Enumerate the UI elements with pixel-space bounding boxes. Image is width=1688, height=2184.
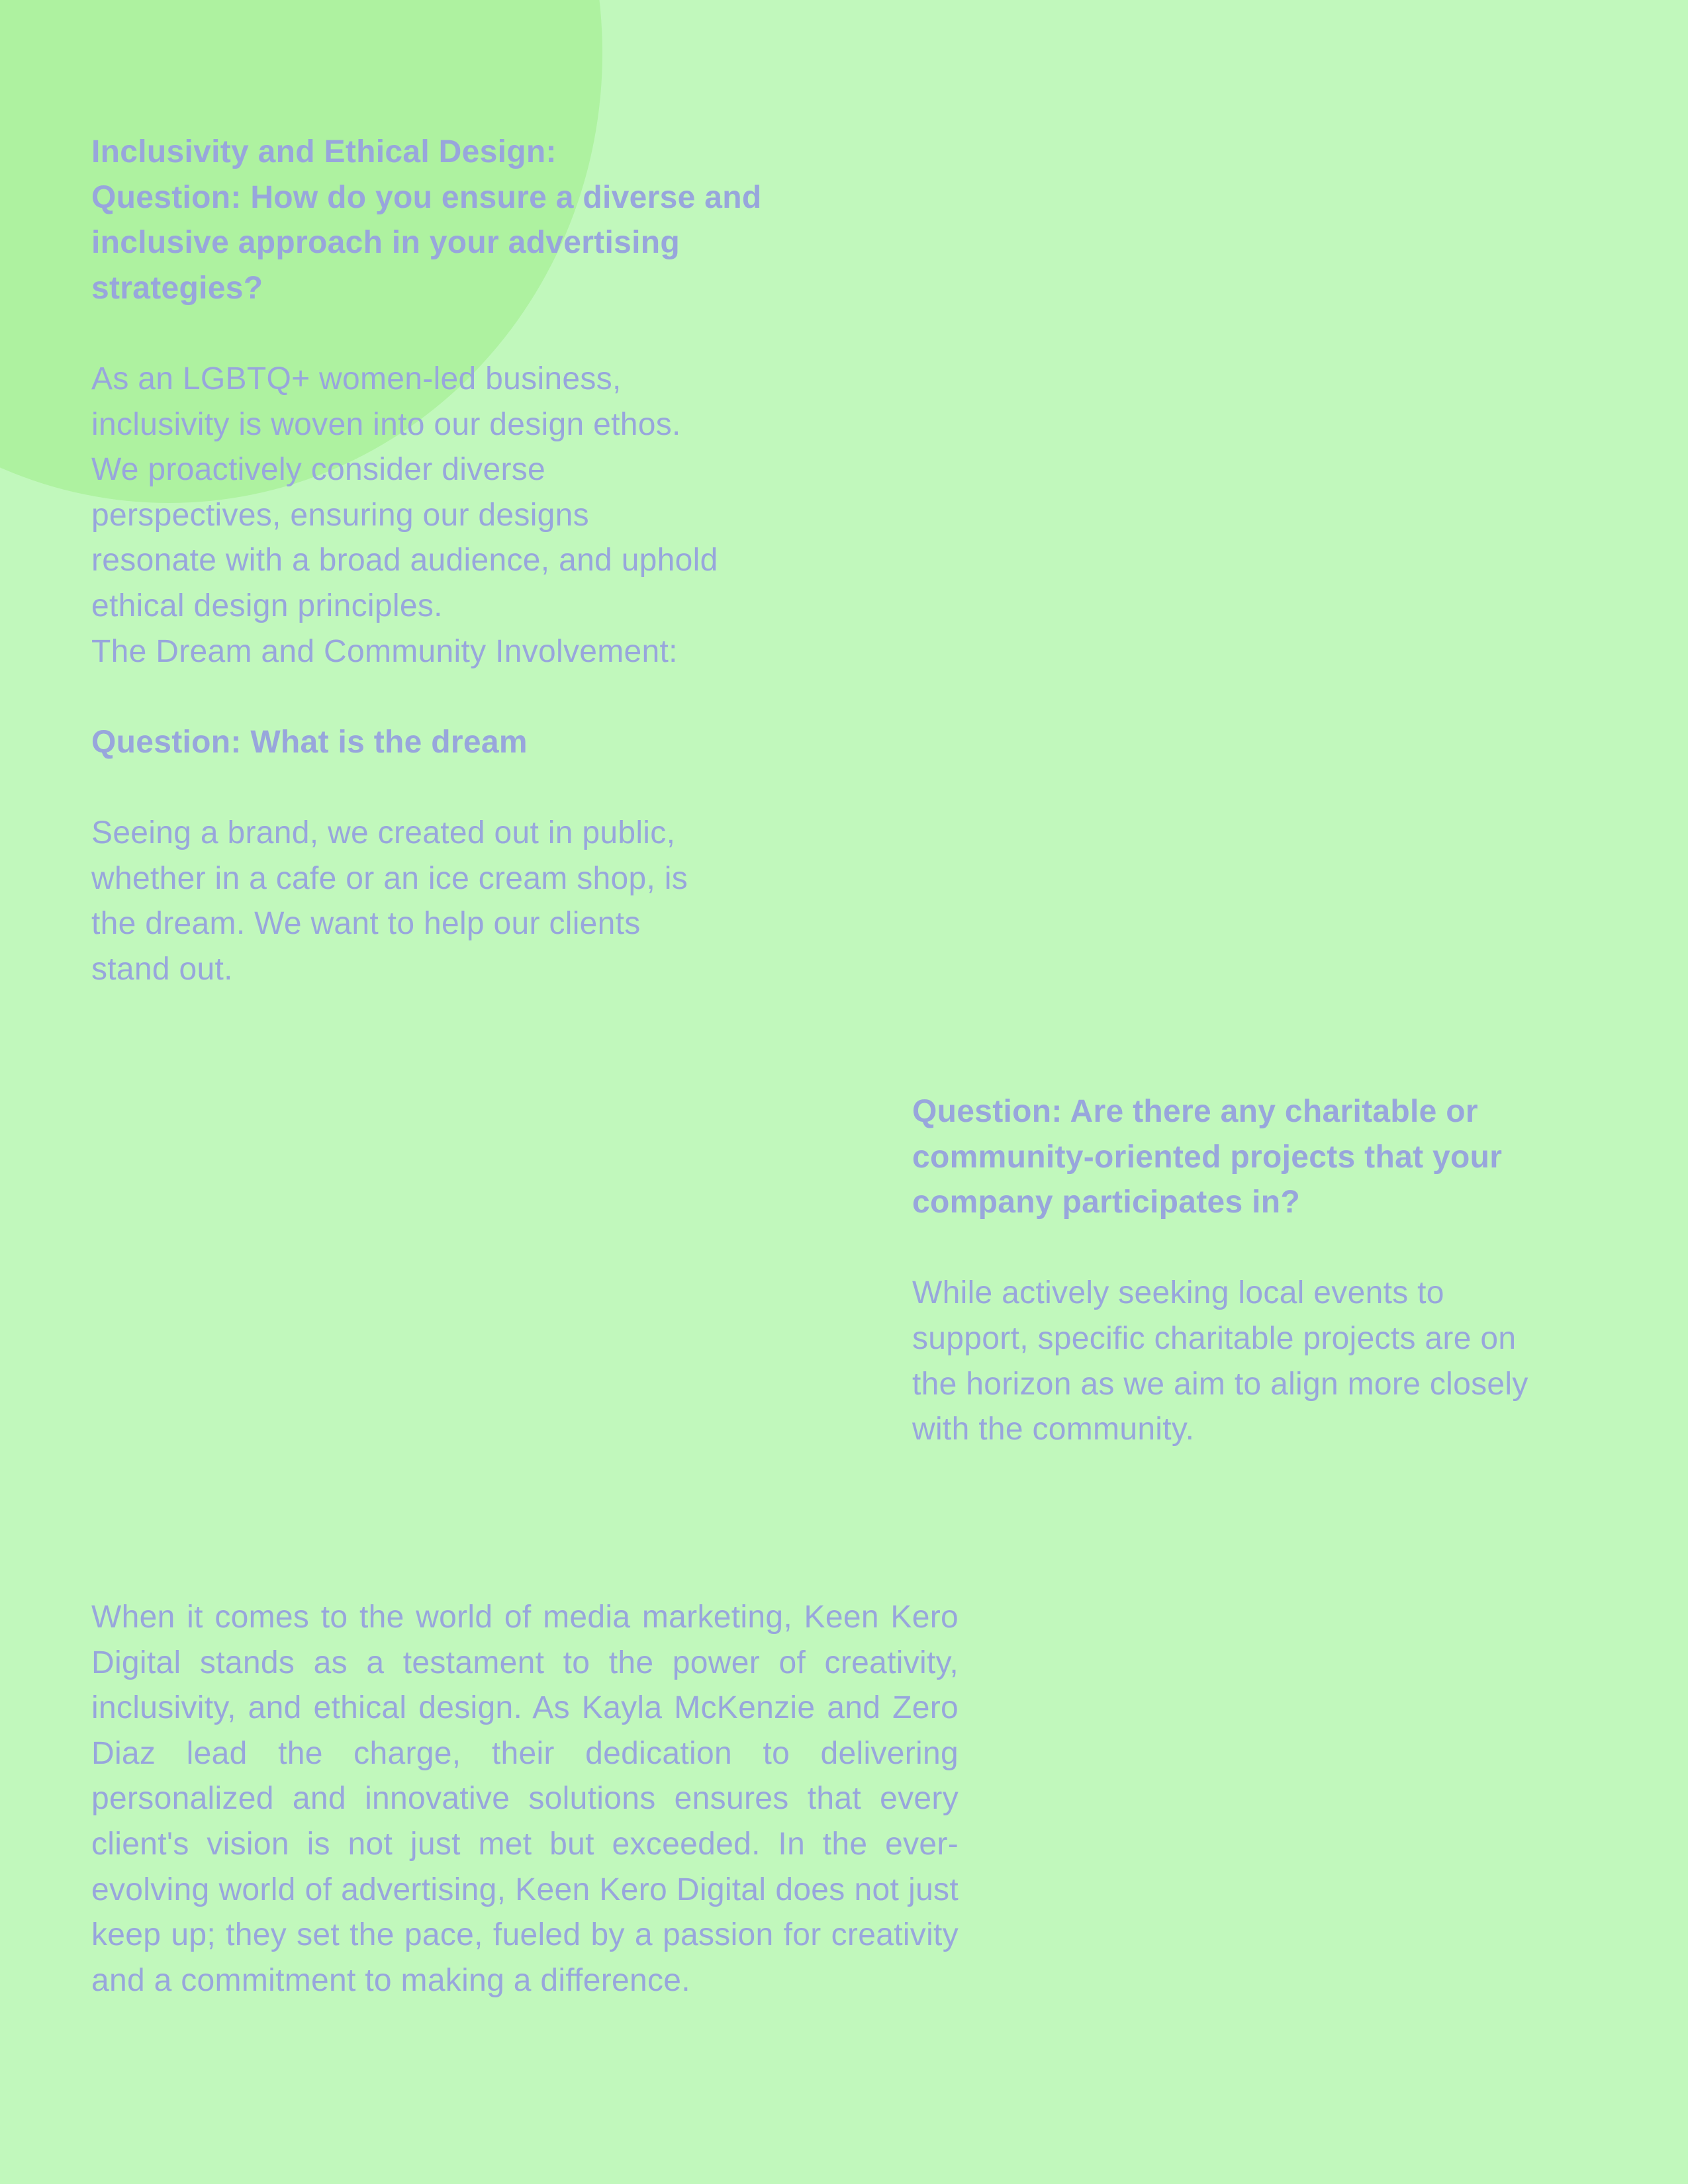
answer-dream: Seeing a brand, we created out in public, whether in a cafe or an ice cream shop, is the dream. We want to help our clients stand out. (91, 815, 688, 987)
inclusivity-section (91, 130, 793, 992)
spacer (91, 674, 793, 720)
conclusion-paragraph: When it comes to the world of media marketing, Keen Kero Digital stands as a testament to the power of creativity, inclusivity, and ethical design. As Kayla McKenzie and Zero Diaz lead the charge, their dedication to delivering personalized and innovative solutions ensures that every client's vision is not just met but exceeded. In the ever-evolving world of advertising, Keen Kero Digital does not just keep up; they set the pace, fueled by a passion for creativity and a commitment to making a difference. (91, 1600, 959, 1998)
section-subheading: The Dream and Community Involvement: (91, 633, 678, 669)
answer-inclusivity: As an LGBTQ+ women-led business, inclusivity is woven into our design ethos. We proactively consider diverse perspectives, ensuring our designs resonate with a broad audience, and uphold ethical design principles. (91, 361, 718, 623)
question-dream: Question: What is the dream (91, 724, 528, 760)
community-section (912, 1089, 1607, 1453)
spacer (912, 1226, 1607, 1271)
conclusion-section (91, 1595, 959, 2003)
spacer (91, 765, 793, 811)
section-heading: Inclusivity and Ethical Design: (91, 134, 557, 169)
spacer (91, 311, 793, 357)
question-charity: Question: Are there any charitable or community-oriented projects that your company participates in? (912, 1094, 1503, 1220)
question-inclusivity: Question: How do you ensure a diverse and inclusive approach in your advertising strategies? (91, 179, 762, 306)
answer-charity: While actively seeking local events to support, specific charitable projects are on the horizon as we aim to align more closely with the community. (912, 1275, 1528, 1447)
